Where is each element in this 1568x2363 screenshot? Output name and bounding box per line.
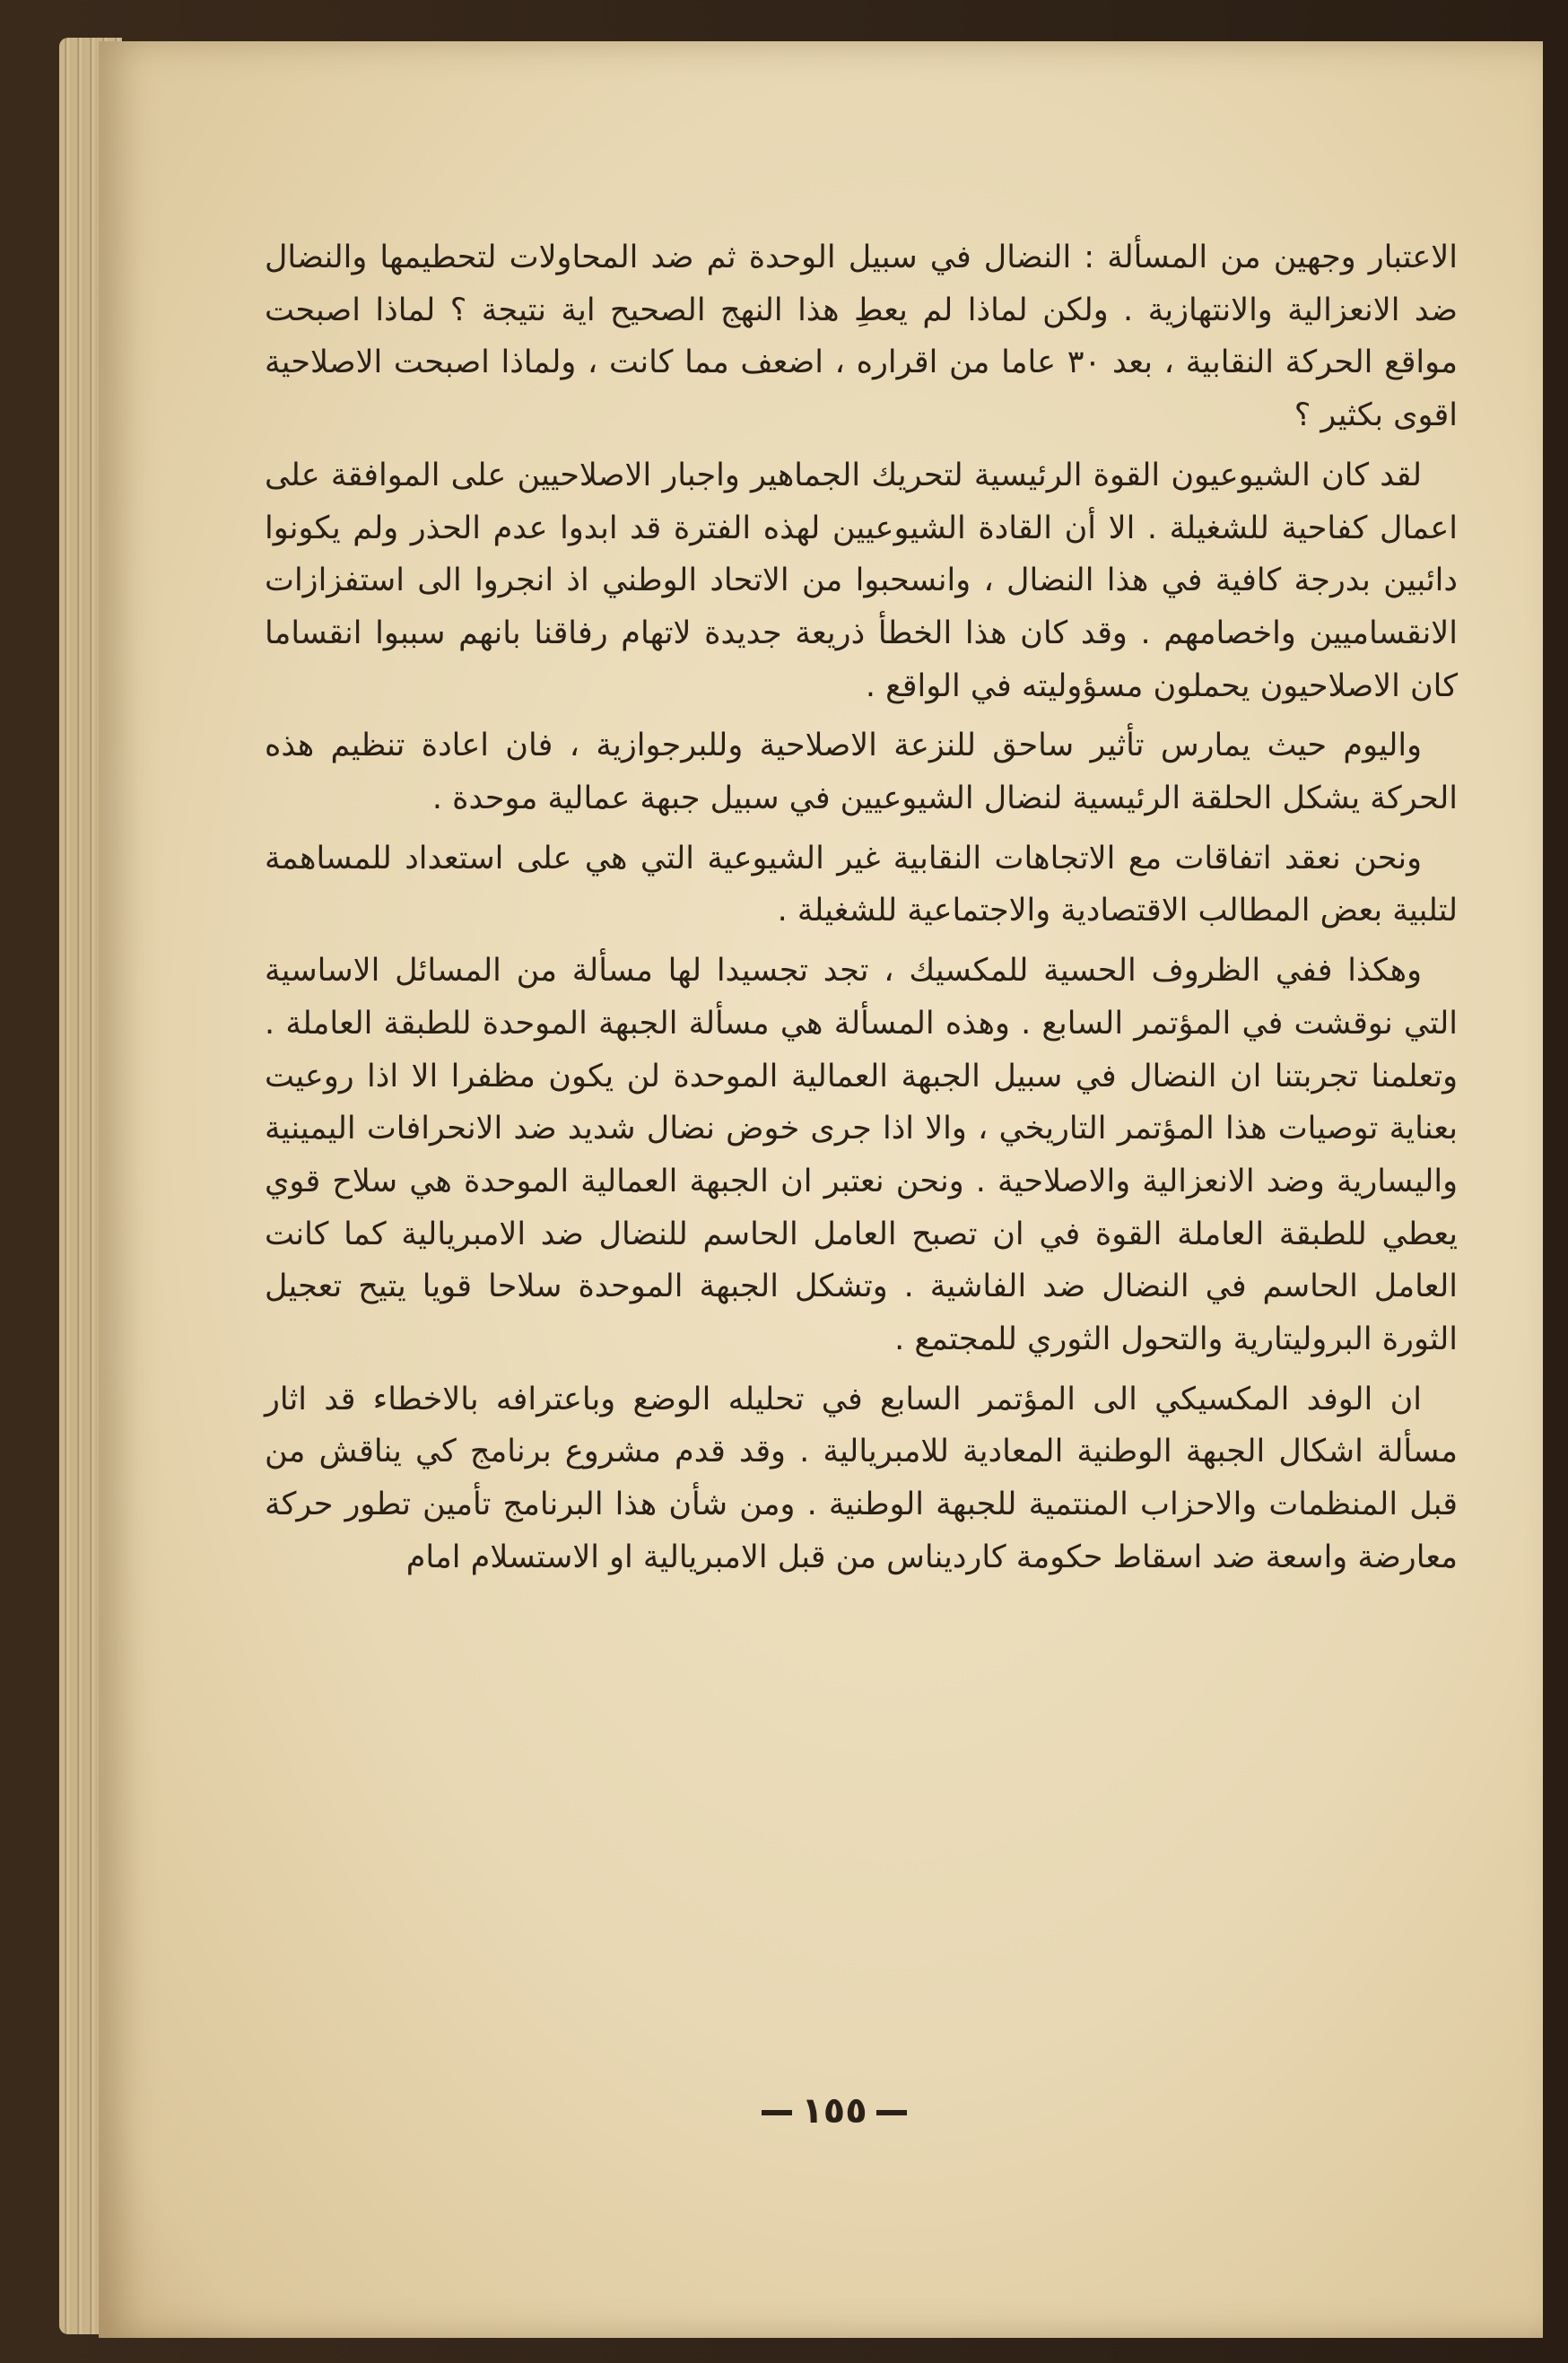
- page-number-dash-left: [876, 2110, 907, 2115]
- paragraph-4: ونحن نعقد اتفاقات مع الاتجاهات النقابية غير الشيوعية التي هي على استعداد للمساهمة لتلبية بعض المطالب الاقتصادية والاجتماعية للشغيلة .: [265, 840, 1458, 929]
- body-text: [265, 231, 1458, 1591]
- paragraph-5: وهكذا ففي الظروف الحسية للمكسيك ، تجد تجسيدا لها مسألة من المسائل الاساسية التي نوقشت في المؤتمر السابع . وهذه المسألة هي مسألة الجبهة الموحدة للطبقة العاملة . وتعلمنا تجربتنا ان النضال في سبيل الجبهة العمالية الموحدة لن يكون مظفرا الا اذا روعيت بعناية توصيات هذا المؤتمر التاريخي ، والا اذا جرى خوض نضال شديد ضد الانحرافات اليمينية واليسارية وضد الانعزالية والاصلاحية . ونحن نعتبر ان الجبهة العمالية الموحدة هي سلاح قوي يعطي للطبقة العاملة القوة في ان تصبح العامل الحاسم للنضال ضد الامبريالية كما كانت العامل الحاسم في النضال ضد الفاشية . وتشكل الجبهة الموحدة سلاحا قويا يتيح تعجيل الثورة البروليتارية والتحول الثوري للمجتمع .: [265, 953, 1458, 1358]
- paragraph-3: واليوم حيث يمارس تأثير ساحق للنزعة الاصلاحية وللبرجوازية ، فان اعادة تنظيم هذه الحركة يشكل الحلقة الرئيسية لنضال الشيوعيين في سبيل جبهة عمالية موحدة .: [265, 728, 1458, 817]
- paragraph-6: ان الوفد المكسيكي الى المؤتمر السابع في تحليله الوضع وباعترافه بالاخطاء قد اثار مسألة اشكال الجبهة الوطنية المعادية للامبريالية . وقد قدم مشروع برنامج كي يناقش من قبل المنظمات والاحزاب المنتمية للجبهة الوطنية . ومن شأن هذا البرنامج تأمين تطور حركة معارضة واسعة ضد اسقاط حكومة كارديناس من قبل الامبريالية او الاستسلام امام: [265, 1381, 1458, 1575]
- page-number-value: ١٥٥: [801, 2090, 867, 2132]
- book-page: [99, 41, 1543, 2338]
- scan-edge: [1543, 0, 1568, 2363]
- paragraph-2: لقد كان الشيوعيون القوة الرئيسية لتحريك الجماهير واجبار الاصلاحيين على الموافقة على اعمال كفاحية للشغيلة . الا أن القادة الشيوعيين لهذه الفترة قد ابدوا عدم الحذر ولم يكونوا دائبين بدرجة كافية في هذا النضال ، وانسحبوا من الاتحاد الوطني اذ انجروا الى استفزازات الانقساميين واخصامهم . وقد كان هذا الخطأ ذريعة جديدة لاتهام رفاقنا بانهم سببوا انقساما كان الاصلاحيون يحملون مسؤوليته في الواقع .: [265, 457, 1458, 704]
- paragraph-1: الاعتبار وجهين من المسألة : النضال في سبيل الوحدة ثم ضد المحاولات لتحطيمها والنضال ضد الانعزالية والانتهازية . ولكن لماذا لم يعطِ هذا النهج الصحيح اية نتيجة ؟ لماذا اصبحت مواقع الحركة النقابية ، بعد ٣٠ عاما من اقراره ، اضعف مما كانت ، ولماذا اصبحت الاصلاحية اقوى بكثير ؟: [265, 240, 1458, 434]
- page-number-dash-right: [762, 2110, 792, 2115]
- page-number: [700, 2090, 969, 2132]
